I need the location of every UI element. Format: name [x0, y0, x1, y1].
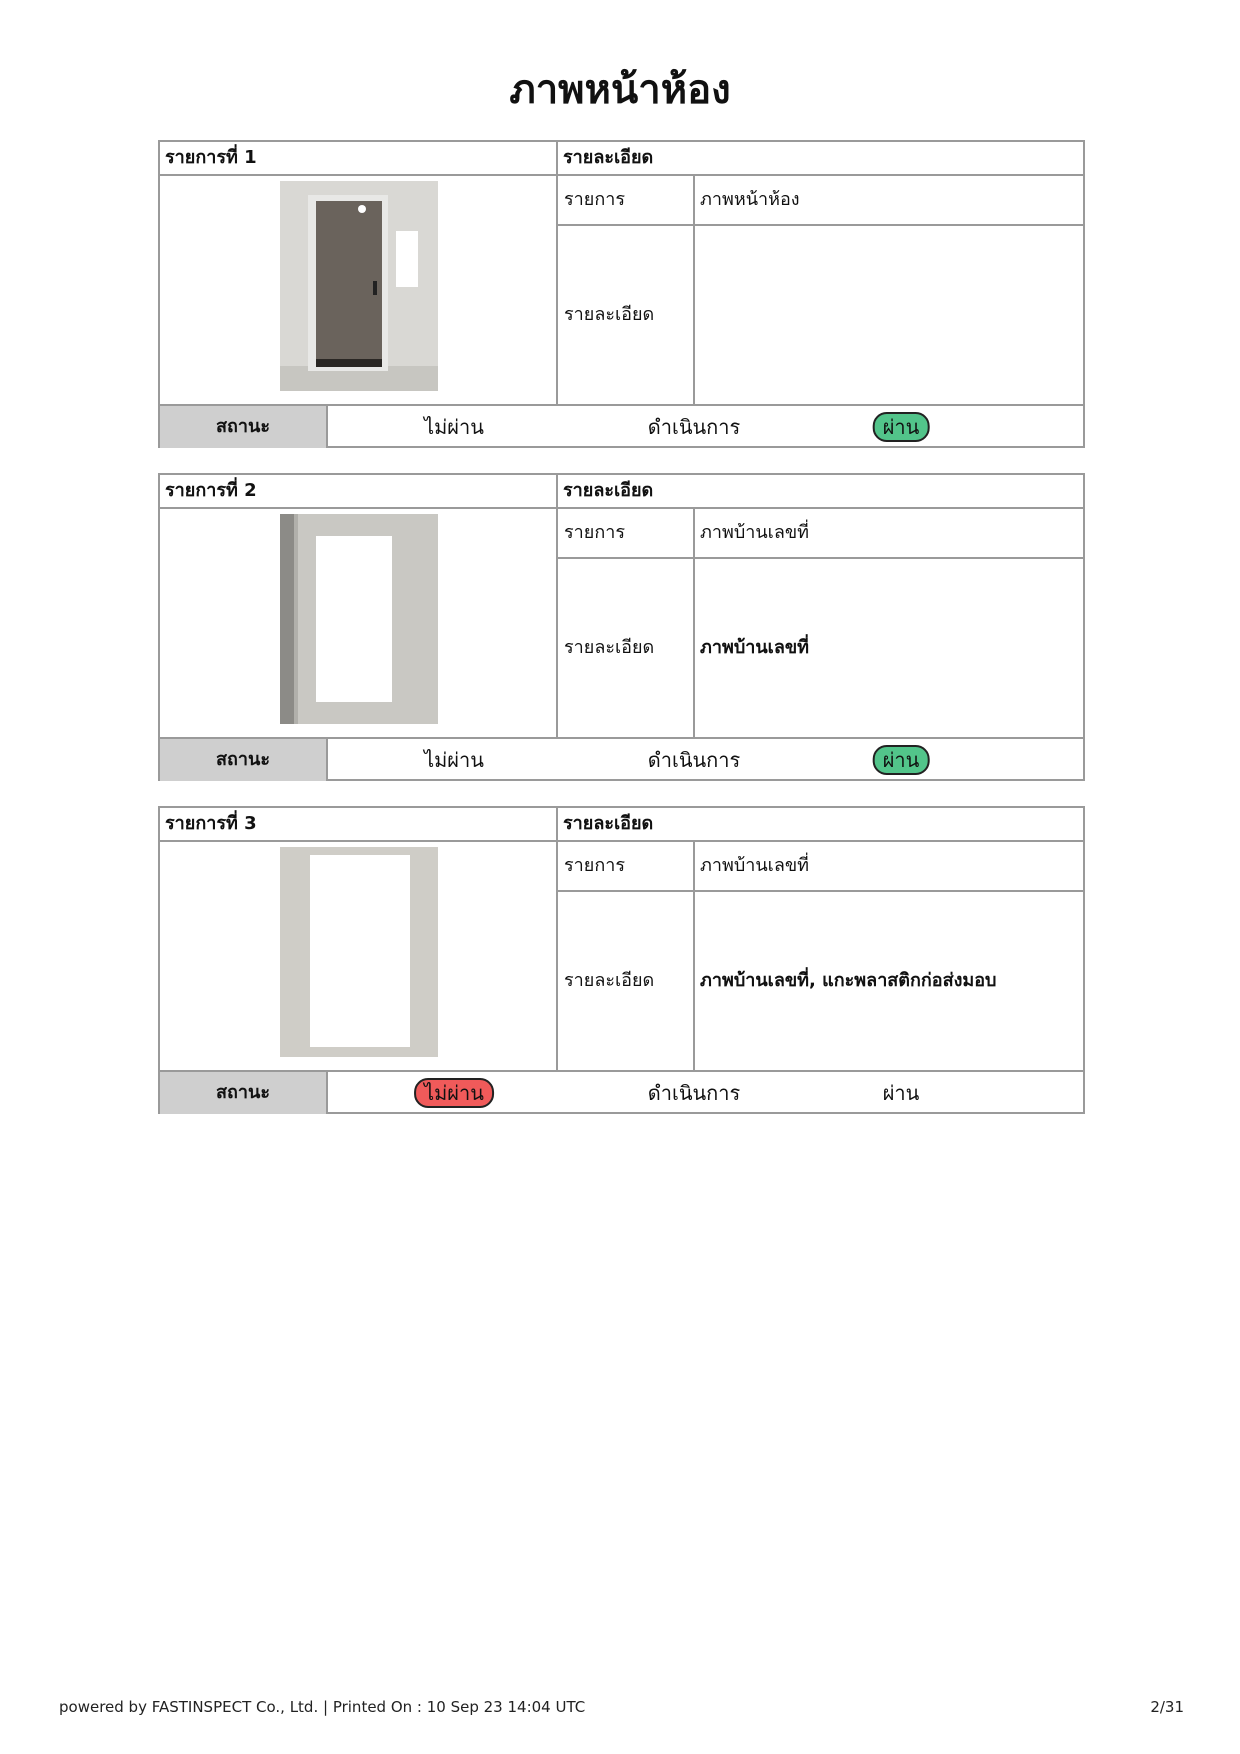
status-option-fail[interactable] [424, 739, 484, 781]
footer-credit: powered by FASTINSPECT Co., Ltd. | Printed On : 10 Sep 23 14:04 UTC [59, 1698, 586, 1716]
house-number-photo[interactable] [280, 847, 438, 1057]
status-option-in-progress[interactable] [648, 739, 740, 781]
detail-value [695, 226, 1083, 404]
house-number-photo[interactable] [280, 514, 438, 724]
status-option-pass-text: ผ่าน [882, 1081, 920, 1105]
status-option-fail[interactable] [424, 406, 484, 448]
photo-cell [160, 509, 558, 737]
status-option-pass[interactable] [883, 1072, 920, 1114]
status-option-in-progress-text: ดำเนินการ [647, 748, 741, 772]
status-label: สถานะ [160, 1072, 328, 1114]
detail-label: รายละเอียด [558, 226, 695, 404]
page-number: 2/31 [1150, 1698, 1184, 1716]
status-row [160, 1070, 1083, 1112]
details-header: รายละเอียด [558, 475, 1083, 509]
detail-label: รายละเอียด [558, 559, 695, 737]
item-heading: รายการที่ 1 [160, 142, 558, 176]
item-label: รายการ [558, 842, 695, 892]
item-label: รายการ [558, 509, 695, 559]
status-label: สถานะ [160, 739, 328, 781]
inspection-item-1 [158, 140, 1085, 448]
page-title: ภาพหน้าห้อง [509, 67, 731, 113]
item-value: ภาพหน้าห้อง [695, 176, 1083, 226]
item-value: ภาพบ้านเลขที่ [695, 842, 1083, 892]
status-option-fail[interactable] [414, 1072, 494, 1114]
detail-value: ภาพบ้านเลขที่ [700, 637, 810, 658]
inspection-item-3 [158, 806, 1085, 1114]
item-value: ภาพบ้านเลขที่ [695, 509, 1083, 559]
item-heading: รายการที่ 3 [160, 808, 558, 842]
status-option-pass-selected: ผ่าน [873, 745, 930, 775]
photo-cell [160, 842, 558, 1070]
status-option-in-progress-text: ดำเนินการ [647, 415, 741, 439]
status-label: สถานะ [160, 406, 328, 448]
status-option-in-progress[interactable] [648, 1072, 740, 1114]
status-row [160, 404, 1083, 446]
photo-cell [160, 176, 558, 404]
details-header: รายละเอียด [558, 142, 1083, 176]
status-row [160, 737, 1083, 779]
status-option-pass[interactable] [873, 739, 930, 781]
status-option-in-progress[interactable] [648, 406, 740, 448]
status-option-in-progress-text: ดำเนินการ [647, 1081, 741, 1105]
status-option-pass[interactable] [873, 406, 930, 448]
door-photo[interactable] [280, 181, 438, 391]
item-label: รายการ [558, 176, 695, 226]
status-option-pass-selected: ผ่าน [873, 412, 930, 442]
status-option-fail-text: ไม่ผ่าน [424, 415, 484, 439]
item-heading: รายการที่ 2 [160, 475, 558, 509]
detail-label: รายละเอียด [558, 892, 695, 1070]
status-option-fail-text: ไม่ผ่าน [424, 748, 484, 772]
status-option-fail-selected: ไม่ผ่าน [414, 1078, 494, 1108]
details-header: รายละเอียด [558, 808, 1083, 842]
inspection-item-2 [158, 473, 1085, 781]
detail-value: ภาพบ้านเลขที่, แกะพลาสติกก่อส่งมอบ [700, 970, 997, 991]
